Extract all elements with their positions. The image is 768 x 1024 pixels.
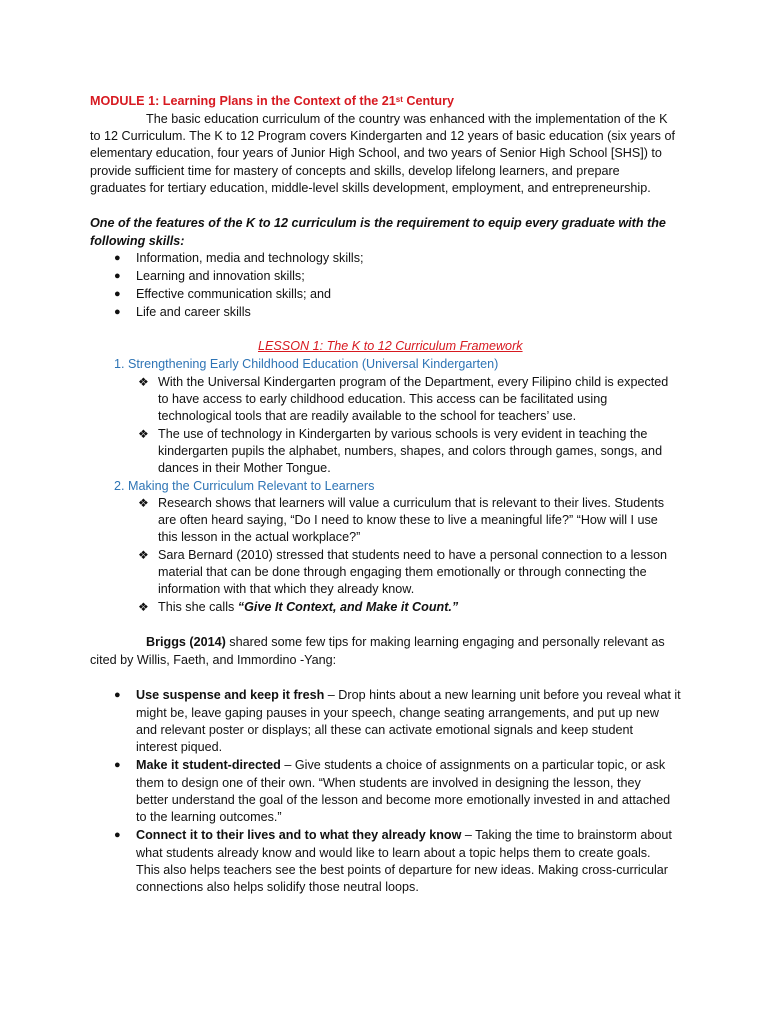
tip-line: them to design one of their own. “When students are involved in designing the lesson, they	[136, 776, 641, 790]
diamond-bullet-icon: ❖	[138, 548, 149, 562]
intro-line: provide sufficient time for mastery of concepts and skills, develop lifelong learners, and prepare	[90, 164, 620, 178]
tip-line: to the learning outcomes.”	[136, 810, 282, 824]
tip-line: This also helps teachers see the best points of departure for new ideas. Making cross-curricular	[136, 863, 668, 877]
intro-line: The basic education curriculum of the country was enhanced with the implementation of the K	[146, 112, 668, 126]
diamond-bullet-icon: ❖	[138, 496, 149, 510]
module-title: MODULE 1: Learning Plans in the Context of the 21st Century	[90, 94, 454, 108]
tip-line: Use suspense and keep it fresh – Drop hints about a new learning unit before you reveal what it	[136, 688, 681, 702]
lesson-title: LESSON 1: The K to 12 Curriculum Framework	[258, 339, 523, 353]
briggs-line: Briggs (2014) shared some few tips for making learning engaging and personally relevant as	[146, 635, 665, 649]
tip-line: might be, leave gaping pauses in your speech, change seating arrangements, and put up new	[136, 706, 659, 720]
section-heading: 2. Making the Curriculum Relevant to Learners	[114, 479, 375, 493]
tip-line: interest piqued.	[136, 740, 223, 754]
tip-line: and relevant poster or displays; all these can activate emotional signals and keep student	[136, 723, 634, 737]
bullet-icon: ●	[114, 270, 121, 282]
bullet-icon: ●	[114, 829, 121, 841]
point-line: dances in their Mother Tongue.	[158, 461, 331, 475]
diamond-bullet-icon: ❖	[138, 600, 149, 614]
bullet-icon: ●	[114, 306, 121, 318]
bullet-icon: ●	[114, 689, 121, 701]
point-line: kindergarten pupils the alphabet, numbers, shapes, and colors through games, songs, and	[158, 444, 663, 458]
tip-line: connections also helps solidify those neutral loops.	[136, 880, 419, 894]
diamond-bullet-icon: ❖	[138, 375, 149, 389]
diamond-bullet-icon: ❖	[138, 427, 149, 441]
bullet-icon: ●	[114, 252, 121, 264]
tip-line: Connect it to their lives and to what they already know – Taking the time to brainstorm about	[136, 828, 672, 842]
features-intro-line: following skills:	[90, 234, 185, 248]
briggs-line: cited by Willis, Faeth, and Immordino -Yang:	[90, 653, 337, 667]
section-heading: 1. Strengthening Early Childhood Education (Universal Kindergarten)	[114, 357, 499, 371]
point-line: technological tools that are readily available to the school for teachers’ use.	[158, 409, 577, 423]
tip-line: Make it student-directed – Give students a choice of assignments on a particular topic, or ask	[136, 758, 666, 772]
point-line: The use of technology in Kindergarten by various schools is very evident in teaching the	[158, 427, 648, 441]
bullet-icon: ●	[114, 288, 121, 300]
point-line: to have access to early childhood education. This access can be facilitated using	[158, 392, 608, 406]
skill-item: Effective communication skills; and	[136, 287, 332, 301]
point-line: Research shows that learners will value a curriculum that is relevant to their lives. Students	[158, 496, 665, 510]
skill-item: Information, media and technology skills;	[136, 251, 364, 265]
point-line: are often heard saying, “Do I need to know these to live a meaningful life?” “How will I use	[158, 513, 658, 527]
skill-item: Learning and innovation skills;	[136, 269, 305, 283]
point-line: Sara Bernard (2010) stressed that students need to have a personal connection to a lesson	[158, 548, 667, 562]
tip-line: better understand the goal of the lesson and become more emotionally invested in and attached	[136, 793, 671, 807]
bullet-icon: ●	[114, 759, 121, 771]
point-line: information with that which they already know.	[158, 582, 415, 596]
point-line: this lesson in the actual workplace?”	[158, 530, 361, 544]
point-line: With the Universal Kindergarten program of the Department, every Filipino child is expected	[158, 375, 669, 389]
features-intro-line: One of the features of the K to 12 curriculum is the requirement to equip every graduate with the	[90, 216, 666, 230]
intro-line: elementary education, four years of Junior High School, and two years of Senior High School [SHS]) to	[90, 146, 662, 160]
tip-line: what students already know and would like to learn about a topic helps them to create goals.	[136, 846, 651, 860]
point-line: material that can be done through engaging them emotionally or through connecting the	[158, 565, 647, 579]
intro-line: to 12 Curriculum. The K to 12 Program covers Kindergarten and 12 years of basic education (six years of	[90, 129, 675, 143]
skill-item: Life and career skills	[136, 305, 251, 319]
point-line: This she calls “Give It Context, and Make it Count.”	[158, 600, 459, 614]
intro-line: graduates for tertiary education, middle-level skills development, employment, and entrepreneurship.	[90, 181, 651, 195]
